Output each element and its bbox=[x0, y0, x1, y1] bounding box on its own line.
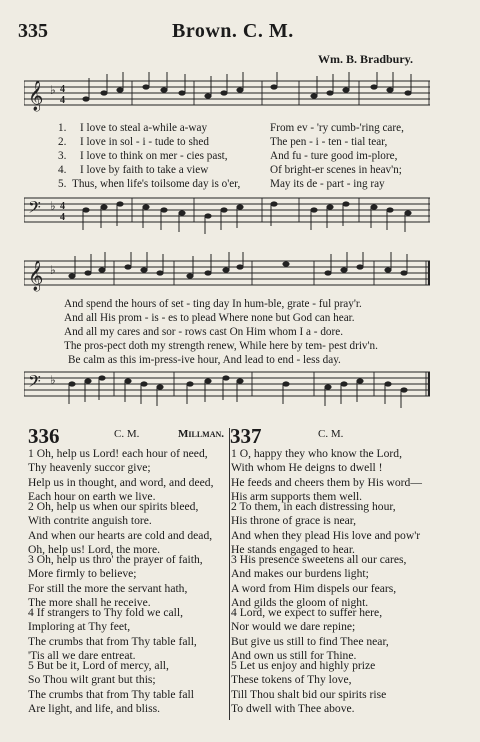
stanza-line: For still the more the servant hath, bbox=[28, 581, 188, 595]
stanza-line: Help us in thought, and word, and deed, bbox=[28, 475, 214, 489]
stanza bbox=[28, 447, 213, 504]
stanza-line: 2 To them, in each distressing hour, bbox=[231, 500, 396, 513]
stanza-line: 1 Oh, help us Lord! each hour of need, bbox=[28, 447, 208, 460]
stanza-line: Each hour on earth we live. bbox=[28, 489, 156, 503]
svg-text:4: 4 bbox=[60, 212, 65, 223]
stanza bbox=[231, 606, 389, 663]
stanza bbox=[28, 553, 203, 610]
stanza bbox=[28, 500, 212, 557]
tune-title: Brown. C. M. bbox=[172, 20, 294, 42]
stanza-line: His arm supports them well. bbox=[231, 489, 363, 503]
stanza-line: A word from Him dispels our fears, bbox=[231, 581, 397, 595]
verse-line-b: Of bright-er scenes in heav'n; bbox=[270, 164, 402, 176]
stanza-line: With whom He deigns to dwell ! bbox=[231, 461, 383, 475]
stanza bbox=[231, 447, 422, 504]
verse-line: Be calm as this im-press-ive hour, And lead to end - less day. bbox=[68, 354, 341, 366]
verse-line-a: I love to steal a-while a-way bbox=[80, 122, 208, 134]
stanza-line: Thy heavenly succor give; bbox=[28, 461, 151, 475]
verse-line-a: Thus, when life's toilsome day is o'er, bbox=[72, 178, 241, 190]
verse-line: And all His prom - is - es to plead Where none but God can hear. bbox=[64, 312, 355, 324]
stanza bbox=[231, 500, 420, 557]
verse-number: 1. bbox=[58, 122, 67, 134]
stanza-line: 5 But be it, Lord of mercy, all, bbox=[28, 659, 169, 672]
hymn-336-number: 336 bbox=[28, 424, 60, 448]
stanza-line: 4 If strangers to Thy fold we call, bbox=[28, 606, 183, 619]
hymn-337-meter: C. M. bbox=[318, 428, 344, 440]
stanza-line: And when our hearts are cold and dead, bbox=[28, 528, 213, 542]
stanza-line: These tokens of Thy love, bbox=[231, 673, 352, 687]
music-staff-bass-2 bbox=[24, 366, 430, 412]
stanza bbox=[28, 659, 194, 716]
stanza-line: He stands engaged to hear. bbox=[231, 542, 355, 556]
hymn-337-number: 337 bbox=[230, 424, 262, 448]
hymn-number: 335 bbox=[18, 20, 48, 42]
stanza-line: Nor would we dare repine; bbox=[231, 620, 356, 634]
music-staff-bass-1 bbox=[24, 192, 430, 238]
verse-line: And all my cares and sor - rows cast On Him whom I a - dore. bbox=[64, 326, 343, 338]
svg-text:𝄞: 𝄞 bbox=[28, 261, 44, 291]
svg-text:♭: ♭ bbox=[50, 83, 56, 97]
svg-text:𝄢: 𝄢 bbox=[28, 197, 41, 221]
hymn-336-author: Millman. bbox=[178, 428, 225, 440]
stanza bbox=[231, 553, 406, 610]
verse-number: 3. bbox=[58, 150, 67, 162]
stanza-line: 5 Let us enjoy and highly prize bbox=[231, 659, 376, 672]
svg-text:♭: ♭ bbox=[50, 199, 56, 213]
stanza-line: And when they plead His love and pow'r bbox=[231, 528, 421, 542]
verse-line-b: May its de - part - ing ray bbox=[270, 178, 385, 190]
svg-text:4: 4 bbox=[60, 95, 65, 106]
stanza-line: 1 O, happy they who know the Lord, bbox=[231, 447, 402, 460]
stanza-line: Are light, and life, and bliss. bbox=[28, 701, 161, 715]
stanza-line: And own us still for Thine. bbox=[231, 648, 357, 662]
stanza-line: 3 His presence sweetens all our cares, bbox=[231, 553, 407, 566]
stanza-line: The crumbs that from Thy table fall, bbox=[28, 634, 197, 648]
stanza bbox=[231, 659, 386, 716]
verse-line-b: From ev - 'ry cumb-'ring care, bbox=[270, 122, 404, 134]
verse-line-a: I love to think on mer - cies past, bbox=[80, 150, 228, 162]
stanza-line: So Thou wilt grant but this; bbox=[28, 673, 156, 687]
svg-text:♭: ♭ bbox=[50, 263, 56, 277]
column-divider bbox=[229, 428, 230, 720]
svg-text:4: 4 bbox=[60, 201, 65, 212]
music-staff-treble-2 bbox=[24, 252, 430, 298]
stanza-line: Oh, help us! Lord, the more. bbox=[28, 542, 161, 556]
stanza-line: The crumbs that from Thy table fall bbox=[28, 687, 194, 701]
stanza-line: 2 Oh, help us when our spirits bleed, bbox=[28, 500, 199, 513]
stanza-line: To dwell with Thee above. bbox=[231, 701, 355, 715]
stanza-line: 3 Oh, help us thro' the prayer of faith, bbox=[28, 553, 203, 566]
verse-line: And spend the hours of set - ting day In hum-ble, grate - ful pray'r. bbox=[64, 298, 362, 310]
composer: Wm. B. Bradbury. bbox=[318, 52, 414, 66]
svg-text:4: 4 bbox=[60, 84, 65, 95]
stanza-line: Till Thou shalt bid our spirits rise bbox=[231, 687, 387, 701]
stanza-line: More firmly to believe; bbox=[28, 567, 137, 581]
verse-line-a: I love by faith to take a view bbox=[80, 164, 209, 176]
stanza-line: With contrite anguish tore. bbox=[28, 514, 152, 528]
stanza-line: 4 Lord, we expect to suffer here, bbox=[231, 606, 383, 619]
verse-number: 4. bbox=[58, 164, 67, 176]
stanza-line: But give us still to find Thee near, bbox=[231, 634, 389, 648]
svg-text:𝄢: 𝄢 bbox=[28, 371, 41, 395]
stanza bbox=[28, 606, 197, 663]
verse-line-a: I love in sol - i - tude to shed bbox=[80, 136, 209, 148]
verse-line-b: And fu - ture good im-plore, bbox=[270, 150, 398, 162]
verse-number: 2. bbox=[58, 136, 67, 148]
music-staff-treble-1 bbox=[24, 72, 430, 118]
hymn-336-meter: C. M. bbox=[114, 428, 140, 440]
svg-text:♭: ♭ bbox=[50, 373, 56, 387]
verse-line-b: The pen - i - ten - tial tear, bbox=[270, 136, 388, 148]
svg-text:𝄞: 𝄞 bbox=[28, 81, 44, 111]
stanza-line: He feeds and cheers them by His word— bbox=[231, 475, 422, 489]
stanza-line: 'Tis all we dare entreat. bbox=[28, 648, 136, 662]
stanza-line: The more shall he receive. bbox=[28, 595, 151, 609]
verse-line: The pros-pect doth my strength renew, While here by tem- pest driv'n. bbox=[64, 340, 378, 352]
stanza-line: And gilds the gloom of night. bbox=[231, 595, 369, 609]
stanza-line: Imploring at Thy feet, bbox=[28, 620, 131, 634]
verse-number: 5. bbox=[58, 178, 67, 190]
stanza-line: His throne of grace is near, bbox=[231, 514, 357, 528]
stanza-line: And makes our burdens light; bbox=[231, 567, 369, 581]
